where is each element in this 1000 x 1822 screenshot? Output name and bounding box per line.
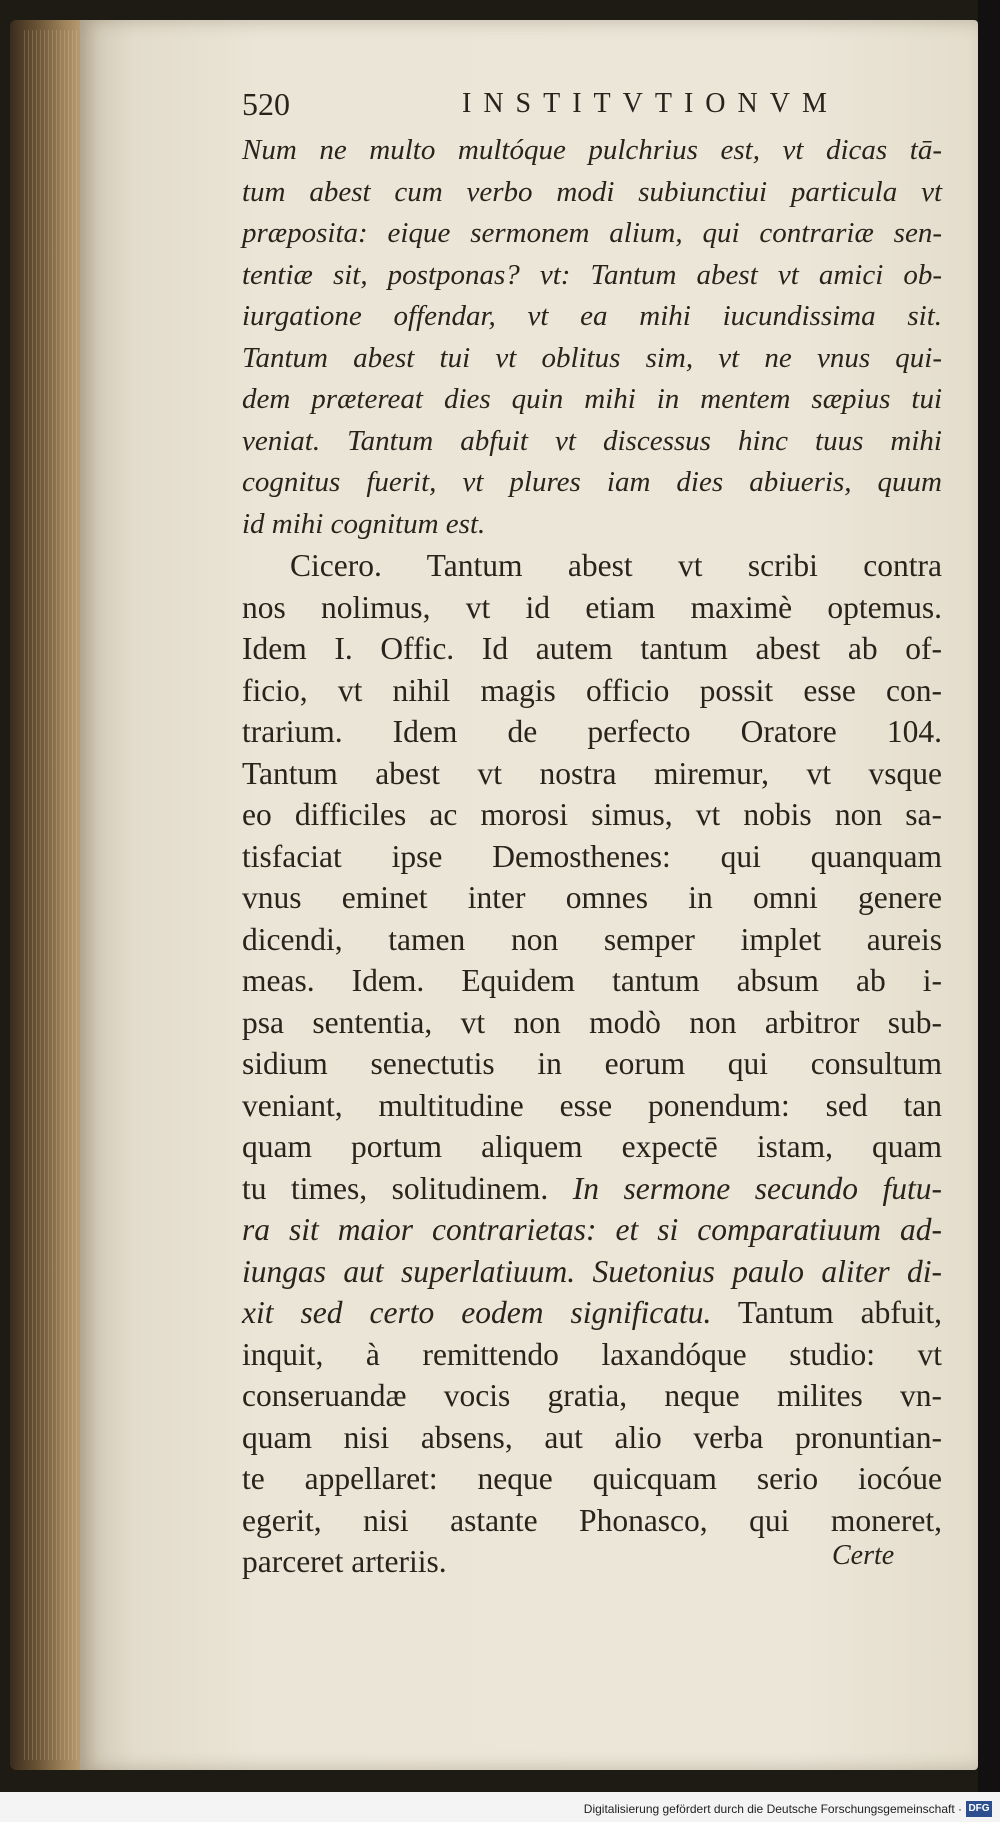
text-line: veniant, multitudine esse ponendum: sed tan	[242, 1087, 942, 1123]
text-line: id mihi cognitum est.	[242, 507, 486, 540]
text-line: iungas aut superlatiuum. Suetonius paulo aliter di-	[242, 1253, 942, 1289]
text-line: Tantum abest tui vt oblitus sim, vt ne vnus qui-	[242, 341, 942, 374]
text-line: tum abest cum verbo modi subiunctiui particula vt	[242, 175, 942, 208]
italic-segment: In sermone secundo futu-	[548, 1170, 943, 1206]
text-line: quam portum aliquem expectē istam, quam	[242, 1129, 942, 1164]
text-line: ficio, vt nihil magis officio possit esse con-	[242, 672, 942, 708]
text-segment: Tantum abfuit,	[711, 1295, 942, 1330]
text-line: Idem I. Offic. Id autem tantum abest ab of-	[242, 631, 942, 666]
page-number: 520	[242, 86, 290, 122]
text-line: conseruandæ vocis gratia, neque milites vn-	[242, 1378, 942, 1413]
digitization-credit: Digitalisierung gefördert durch die Deutsche Forschungsgemeinschaft ·	[583, 1802, 962, 1816]
text-line: inquit, à remittendo laxandóque studio: vt	[242, 1336, 942, 1372]
text-line	[242, 1292, 942, 1334]
catchword: Certe	[832, 1540, 895, 1571]
text-line: te appellaret: neque quicquam serio iocóue	[242, 1461, 942, 1496]
text-line: cognitus fuerit, vt plures iam dies abiueris, quum	[242, 466, 942, 498]
text-line	[242, 1168, 942, 1210]
page-stack-lines	[24, 30, 84, 1760]
italic-paragraph	[242, 130, 942, 545]
text-line: trarium. Idem de perfecto Oratore 104.	[242, 714, 942, 749]
body-text	[242, 130, 942, 1583]
footer-bar	[0, 1792, 1000, 1822]
text-segment: tu times, solitudinem.	[242, 1170, 549, 1206]
text-line: sidium senectutis in eorum qui consultum	[242, 1046, 942, 1081]
text-line: meas. Idem. Equidem tantum absum ab i-	[242, 963, 942, 998]
text-line: veniat. Tantum abfuit vt discessus hinc tuus mihi	[242, 424, 942, 457]
text-line: iurgatione offendar, vt ea mihi iucundissima sit.	[242, 300, 942, 332]
text-line: eo difficiles ac morosi simus, vt nobis non sa-	[242, 797, 942, 832]
dfg-logo: DFG	[966, 1801, 992, 1817]
text-line: dicendi, tamen non semper implet aureis	[242, 921, 942, 957]
page-header	[242, 86, 842, 126]
text-line: quam nisi absens, aut alio verba pronuntian-	[242, 1419, 942, 1455]
text-line: præposita: eique sermonem alium, qui contrariæ sen-	[242, 217, 942, 249]
text-line: Num ne multo multóque pulchrius est, vt dicas tā-	[242, 134, 942, 166]
text-line: psa sententia, vt non modò non arbitror sub-	[242, 1004, 942, 1040]
text-line: dem prætereat dies quin mihi in mentem sæpius tui	[242, 383, 942, 415]
text-line: Tantum abest vt nostra miremur, vt vsque	[242, 755, 942, 791]
text-line: ra sit maior contrarietas: et si comparatiuum ad-	[242, 1212, 942, 1247]
text-line: egerit, nisi astante Phonasco, qui moneret,	[242, 1502, 942, 1538]
text-line: tentiæ sit, postponas? vt: Tantum abest vt amici ob-	[242, 258, 942, 291]
text-line: Cicero. Tantum abest vt scribi contra	[290, 548, 942, 583]
running-head: INSTITVTIONVM	[462, 88, 839, 119]
text-line: nos nolimus, vt id etiam maximè optemus.	[242, 589, 942, 625]
italic-segment: xit sed certo eodem significatu.	[242, 1295, 712, 1330]
text-line: tisfaciat ipse Demosthenes: qui quanquam	[242, 838, 942, 874]
text-line: vnus eminet inter omnes in omni genere	[242, 880, 942, 915]
scan-background-edge	[978, 0, 1000, 1822]
text-line: parceret arteriis.	[242, 1544, 447, 1579]
cicero-paragraph	[242, 545, 942, 1583]
